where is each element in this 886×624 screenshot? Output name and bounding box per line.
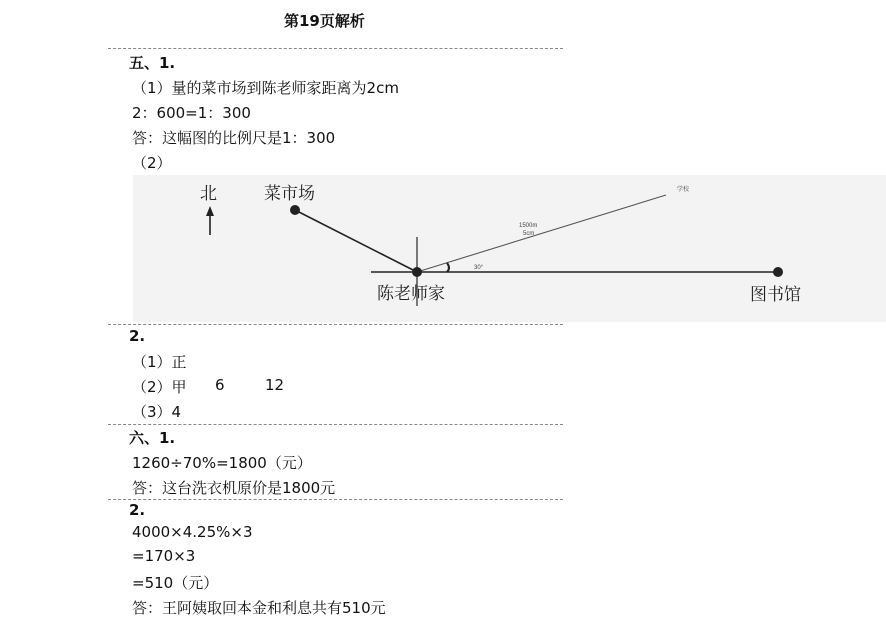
answer-value: 6: [215, 376, 225, 394]
north-label: 北: [200, 184, 217, 204]
answer-line: （1）正: [132, 353, 187, 371]
section-divider: [108, 499, 563, 500]
market-road: [295, 210, 417, 272]
answer-line: =170×3: [132, 547, 196, 565]
answer-line: 2：600=1：300: [132, 104, 251, 122]
home-dot: [412, 267, 422, 277]
north-arrow-head: [206, 206, 214, 216]
answer-line: （3）4: [132, 403, 182, 421]
school-road: [417, 195, 666, 272]
distance-label: 1500m: [519, 223, 538, 229]
answer-line: 答：王阿姨取回本金和利息共有510元: [132, 599, 386, 617]
answer-value: 12: [265, 376, 285, 394]
section-heading: 五、1.: [129, 54, 176, 72]
answer-line: （2）甲: [132, 378, 187, 396]
home-label: 陈老师家: [377, 284, 445, 304]
answer-line: 答：这台洗衣机原价是1800元: [132, 479, 336, 497]
answer-line: （1）量的菜市场到陈老师家距离为2cm: [132, 79, 399, 97]
angle-arc: [447, 263, 449, 272]
answer-line: 4000×4.25%×3: [132, 523, 253, 541]
answer-line: 1260÷70%=1800（元）: [132, 454, 312, 472]
section-divider: [108, 324, 563, 325]
angle-label: 30°: [474, 265, 484, 271]
scale-label: 5cm: [523, 231, 535, 237]
answer-line: 答：这幅图的比例尺是1：300: [132, 129, 336, 147]
page-title: 第19页解析: [284, 12, 365, 30]
library-label: 图书馆: [750, 285, 801, 305]
answer-line: =510（元）: [132, 574, 219, 592]
answer-line: （2）: [132, 154, 172, 172]
section-heading: 2.: [129, 501, 146, 519]
map-figure: [133, 175, 886, 322]
market-label: 菜市场: [264, 184, 315, 204]
library-dot: [773, 267, 783, 277]
section-divider: [108, 424, 563, 425]
section-divider: [108, 48, 563, 49]
section-heading: 2.: [129, 327, 146, 345]
section-heading: 六、1.: [129, 429, 176, 447]
school-label: 学校: [677, 187, 690, 193]
